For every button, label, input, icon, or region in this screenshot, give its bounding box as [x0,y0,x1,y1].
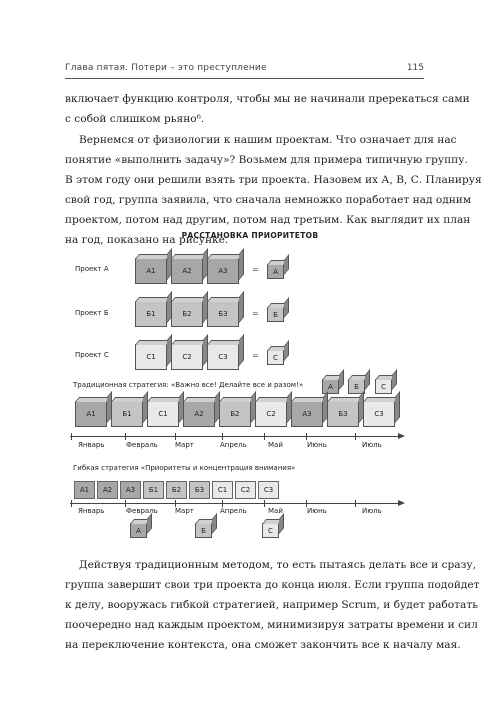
task-box: С3 [207,344,239,370]
timeline-tick [71,433,72,440]
equals-sign: = [252,265,259,274]
text-line: на переключение контекста, она сможет закончить все к началу мая. [65,639,461,651]
timeline-task: А1 [74,481,95,499]
text-line: на год, показано на рисунке. [65,234,229,246]
timeline-task: А2 [183,401,215,427]
result-box: С [262,523,279,538]
timeline-tick [175,500,176,507]
timeline-task: Б3 [189,481,210,499]
axis-arrow-icon [398,433,405,439]
timeline-task: А3 [120,481,141,499]
month-label: Май [268,507,283,515]
task-box: А3 [207,258,239,284]
text-line: понятие «выполнить задачу»? Возьмем для примера типичную группу. [65,154,468,166]
text-line: поочередно над каждым проектом, минимизируя затраты времени и сил [65,619,478,631]
text-line: свой год, группа заявила, что сначала немножко поработает над одним [65,194,472,206]
month-label: Июнь [307,441,327,449]
timeline-tick [125,433,126,440]
month-label: Январь [78,441,105,449]
month-label: Июль [362,441,382,449]
result-box: Б [267,307,284,322]
month-label: Март [175,507,194,515]
month-label: Февраль [126,441,158,449]
timeline-task: Б1 [143,481,164,499]
traditional-strategy-label: Традиционная стратегия: «Важно все! Делайте все и разом!» [73,381,304,389]
month-label: Январь [78,507,105,515]
timeline-task: С3 [258,481,279,499]
task-box: С1 [135,344,167,370]
timeline-tick [355,433,356,440]
timeline-tick [306,500,307,507]
running-header [65,63,424,83]
text-line: Действуя традиционным методом, то есть пытаясь делать все и сразу, [79,559,476,571]
timeline-task: С3 [363,401,395,427]
month-label: Март [175,441,194,449]
timeline-task: С1 [212,481,233,499]
timeline-axis [70,503,400,504]
agile-strategy-label: Гибкая стратегия «Приоритеты и концентрация внимания» [73,464,296,472]
timeline-task: А3 [291,401,323,427]
paragraph-1 [65,89,470,129]
header-rule [65,78,424,79]
project-a-label: Проект А [75,265,109,273]
timeline-tick [264,500,265,507]
timeline-task: Б1 [111,401,143,427]
task-box: С2 [171,344,203,370]
text-line: проектом, потом над другим, потом над третьим. Как выглядит их план [65,214,471,226]
timeline-tick [306,433,307,440]
text-line: к делу, вооружась гибкой стратегией, например Scrum, и будет работать [65,599,478,611]
timeline-tick [125,500,126,507]
result-box: Б [348,379,365,394]
equals-sign: = [252,351,259,360]
timeline-task: Б3 [327,401,359,427]
timeline-tick [71,500,72,507]
timeline-tick [222,500,223,507]
text-line: включает функцию контроля, чтобы мы не начинали пререкаться сами [65,93,470,105]
result-box: А [322,379,339,394]
task-box: А2 [171,258,203,284]
month-label: Май [268,441,283,449]
timeline-task: Б2 [219,401,251,427]
timeline-task: С2 [235,481,256,499]
timeline-task: Б2 [166,481,187,499]
page-number: 115 [406,63,424,73]
result-box: Б [195,523,212,538]
task-box: А1 [135,258,167,284]
task-box: Б3 [207,301,239,327]
timeline-task: А1 [75,401,107,427]
month-label: Июнь [307,507,327,515]
month-label: Июль [362,507,382,515]
text-line: группа завершит свои три проекта до конца июля. Если группа подойдет [65,579,480,591]
chapter-title: Глава пятая. Потери – это преступление [65,63,267,73]
axis-arrow-icon [398,500,405,506]
timeline-tick [355,500,356,507]
result-box: А [267,264,284,279]
month-label: Апрель [220,441,247,449]
text-line: В этом году они решили взять три проекта. Назовем их А, В, С. Планируя [65,174,482,186]
timeline-task: А2 [97,481,118,499]
timeline-axis [70,436,400,437]
month-label: Апрель [220,507,247,515]
timeline-task: С2 [255,401,287,427]
timeline-tick [175,433,176,440]
timeline-tick [222,433,223,440]
text-line: Вернемся от физиологии к нашим проектам. Что означает для нас [79,134,457,146]
equals-sign: = [252,309,259,318]
month-label: Февраль [126,507,158,515]
result-box: С [375,379,392,394]
paragraph-3 [65,555,480,655]
task-box: Б2 [171,301,203,327]
project-b-label: Проект Б [75,309,109,317]
text-line: с собой слишком рьяно⁶. [65,113,205,125]
result-box: А [130,523,147,538]
timeline-tick [264,433,265,440]
task-box: Б1 [135,301,167,327]
result-box: С [267,350,284,365]
diagram-title: РАССТАНОВКА ПРИОРИТЕТОВ [181,231,319,240]
timeline-task: С1 [147,401,179,427]
project-c-label: Проект С [75,351,109,359]
